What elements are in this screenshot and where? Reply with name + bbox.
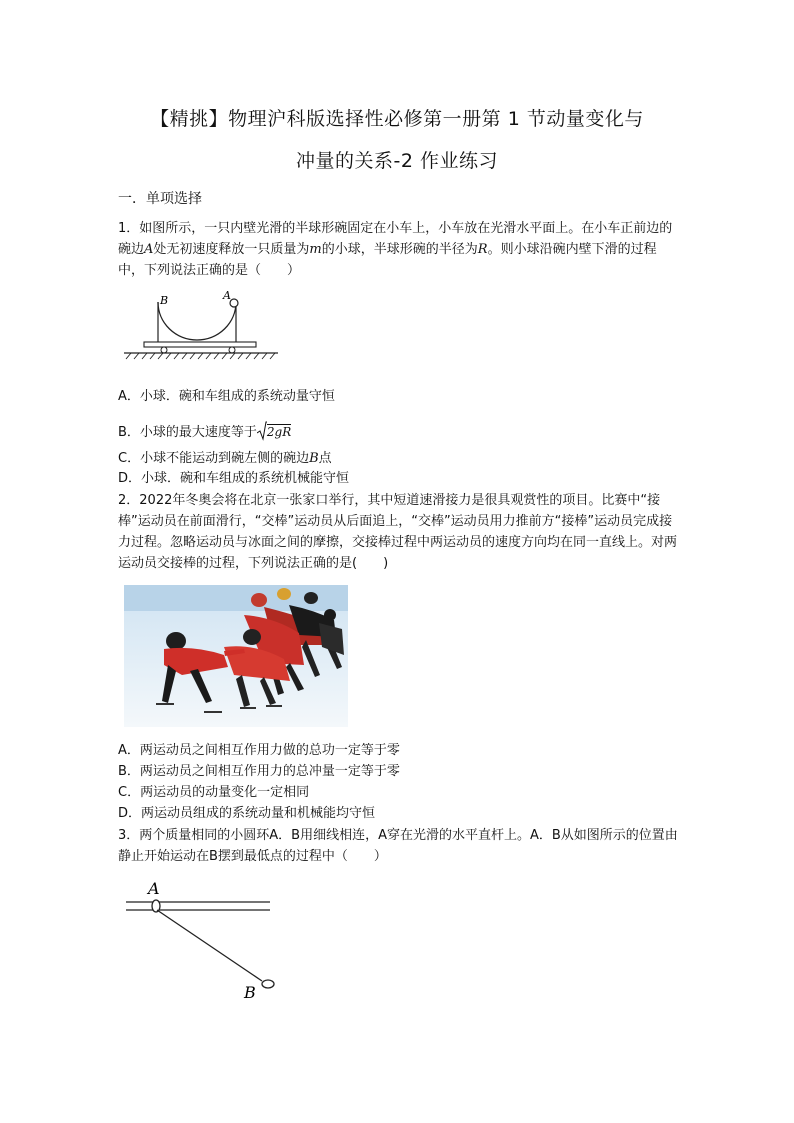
question-3-stem: 3．两个质量相同的小圆环A．B用细线相连，A穿在光滑的水平直杆上。A．B从如图所示的位置由静止开始运动在B摆到最低点的过程中（ ） — [118, 828, 678, 864]
document-title-line1: 【精挑】物理沪科版选择性必修第一册第 1 节动量变化与 — [150, 108, 644, 130]
figure1-label-a: A — [223, 289, 231, 302]
q2-option-a: A．两运动员之间相互作用力做的总功一定等于零 — [118, 743, 400, 758]
q1-option-c: C．小球不能运动到碗左侧的碗边B点 — [118, 451, 332, 466]
rings-on-rod-figure — [124, 880, 284, 1004]
speed-skating-photo — [124, 585, 348, 727]
figure1-label-b: B — [160, 294, 169, 307]
q1-option-a: A．小球．碗和车组成的系统动量守恒 — [118, 389, 335, 404]
sqrt-symbol — [257, 421, 267, 441]
q1-option-b: B．小球的最大速度等于 2gR — [118, 421, 291, 443]
section-heading: 一．单项选择 — [118, 191, 202, 207]
q2-option-b: B．两运动员之间相互作用力的总冲量一定等于零 — [118, 764, 400, 779]
figure3-label-a: A — [148, 880, 160, 898]
q1-option-d: D．小球．碗和车组成的系统机械能守恒 — [118, 471, 350, 486]
question-1-stem: 1．如图所示，一只内壁光滑的半球形碗固定在小车上，小车放在光滑水平面上。在小车正前边的碗边A处无初速度释放一只质量为m的小球，半球形碗的半径为R。则小球沿碗内壁下滑的过程中，下列说法正确的是（ ） — [118, 221, 673, 278]
q2-option-d: D．两运动员组成的系统动量和机械能均守恒 — [118, 806, 376, 821]
sqrt-expression: 2gR — [266, 425, 292, 439]
document-title-line2: 冲量的关系-2 作业练习 — [296, 150, 498, 172]
figure3-label-b: B — [244, 983, 256, 1002]
bowl-on-cart-figure — [120, 288, 280, 360]
question-2-stem: 2．2022年冬奥会将在北京一张家口举行，其中短道速滑接力是很具观赏性的项目。比赛中“接棒”运动员在前面滑行，“交棒”运动员从后面追上，“交棒”运动员用力推前方“接棒”运动员完成接力过程。忽略运动员与冰面之间的摩擦，交接棒过程中两运动员的速度方向均在同一直线上。对两运动员交接棒的过程，下列说法正确的是( ) — [118, 493, 678, 571]
q2-option-c: C．两运动员的动量变化一定相同 — [118, 785, 310, 800]
